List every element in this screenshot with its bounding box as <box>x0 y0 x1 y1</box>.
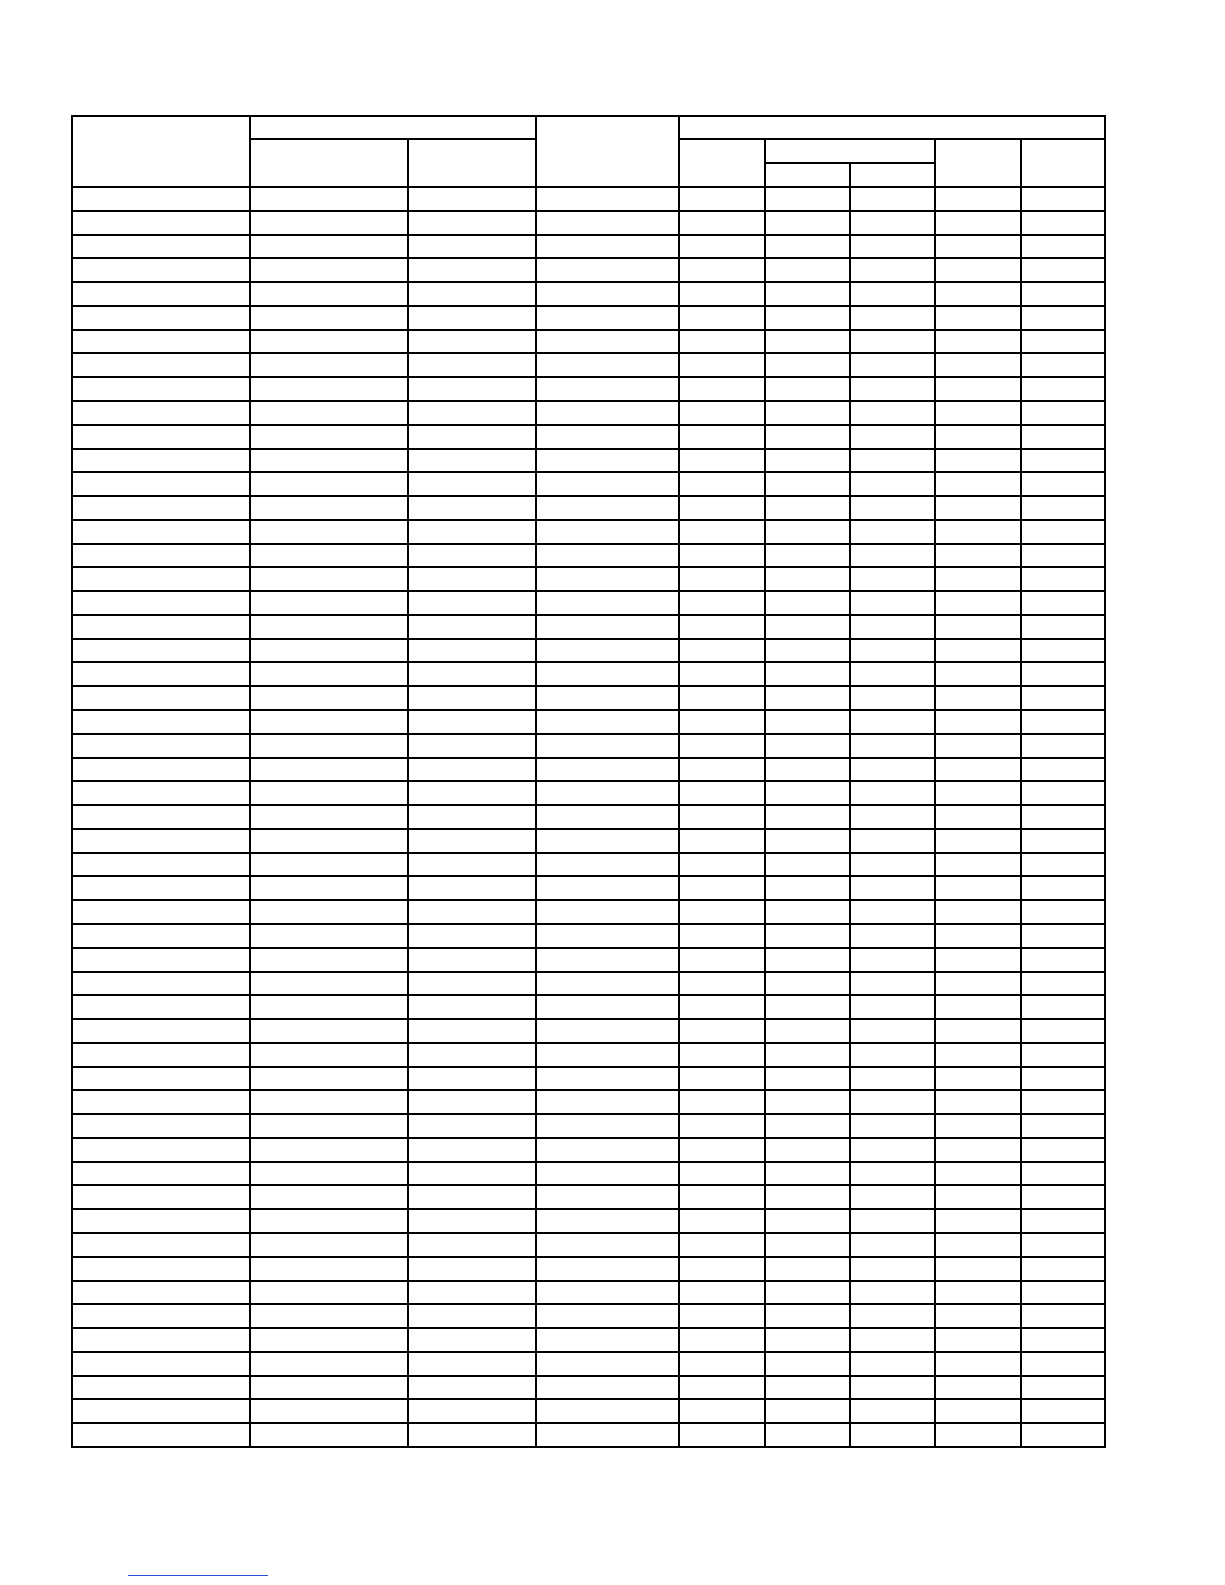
footer-rule <box>128 1575 268 1576</box>
